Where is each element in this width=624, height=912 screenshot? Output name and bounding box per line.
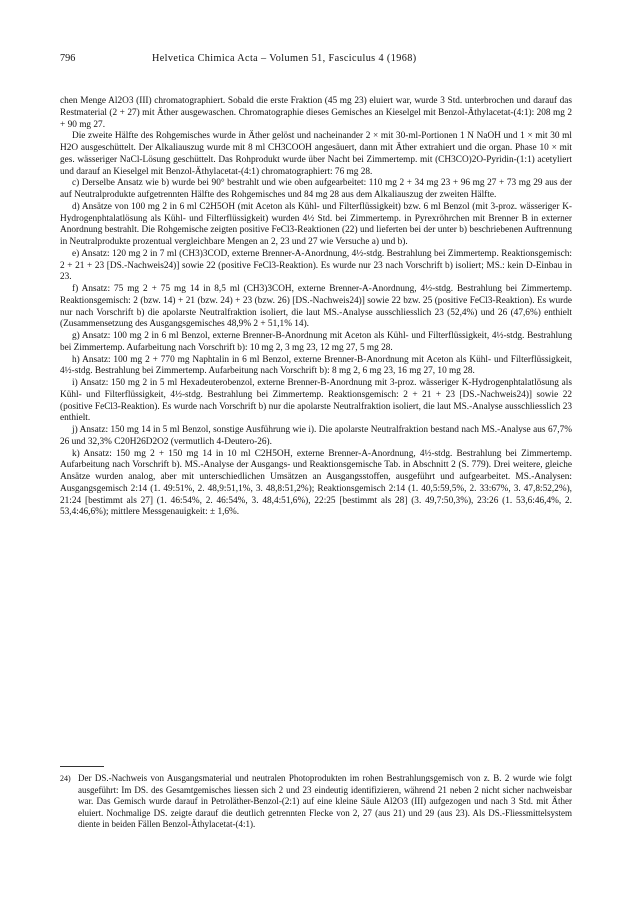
paragraph-f: f) Ansatz: 75 mg 2 + 75 mg 14 in 8,5 ml (CH3)3COH, externe Brenner-A-Anordnung, 4½-stdg. Bestrahlung bei Zimmertemp. Reaktionsgemisch: 2 (bzw. 14) + 21 (bzw. 24) + 23 (bzw. 26) [DS.-Nachweis24)] sowie 22 bzw. 25 (positive FeCl3-Reaktion). Es wurde nur nach Vorschrift b) die apolarste Neutralfraktion isoliert, die laut MS.-Analyse ausschliesslich 23 (52,4%) und 26 (47,6%) enthielt (Zusammensetzung des Ausgangsgemisches 48,9% 2 + 51,1% 14). <box>60 284 572 330</box>
journal-title: Helvetica Chimica Acta – Volumen 51, Fasciculus 4 (1968) <box>152 53 417 64</box>
page-number: 796 <box>60 53 76 64</box>
paragraph-second-half: Die zweite Hälfte des Rohgemisches wurde in Äther gelöst und nacheinander 2 × mit 30-ml-Portionen 1 N NaOH und 1 × mit 30 ml H2O ausgeschüttelt. Der Alkaliauszug wurde mit 8 ml CH3COOH angesäuert, dann mit Äther extrahiert und die organ. Phase 10 × mit ges. wässeriger NaCl-Lösung geschüttelt. Das Rohprodukt wurde über Nacht bei Zimmertemp. mit (CH3CO)2O-Pyridin-(1:1) acetyliert und darauf an Kieselgel mit Benzol-Äthylacetat-(4:1) chromatographiert: 76 mg 28. <box>60 131 572 177</box>
footnote-rule <box>60 766 104 767</box>
paragraph-j: j) Ansatz: 150 mg 14 in 5 ml Benzol, sonstige Ausführung wie i). Die apolarste Neutralfraktion bestand nach MS.-Analyse aus 67,7% 26 und 32,3% C20H26D2O2 (vermutlich 4-Deutero-26). <box>60 425 572 447</box>
footnote-mark: 24) <box>60 774 71 783</box>
paragraph-d: d) Ansätze von 100 mg 2 in 6 ml C2H5OH (mit Aceton als Kühl- und Filterflüssigkeit) bzw. 6 ml Benzol (mit 3-proz. wässeriger K-Hydrogenphtalatlösung als Kühl- und Filterflüssigkeit) wurden 4½ Std. bei Zimmertemp. in Pyrexröhrchen mit Brenner B in externer Anordnung bestrahlt. Die Rohgemische zeigten positive FeCl3-Reaktionen (22) und lieferten bei der unter b) beschriebenen Auftrennung in Neutralprodukte prozentual vergleichbare Mengen an 2, 23 und 27 wie Versuche a) und b). <box>60 201 572 247</box>
paragraph-k: k) Ansatz: 150 mg 2 + 150 mg 14 in 10 ml C2H5OH, externe Brenner-A-Anordnung, 4½-stdg. Bestrahlung bei Zimmertemp. Aufarbeitung nach Vorschrift b). MS.-Analyse der Ausgangs- und Reaktionsgemische Tab. in Abschnitt 2 (S. 779). Drei weitere, gleiche Ansätze wurden analog, aber mit unterschiedlichen Umsätzen an Ausgangsstoffen, ausgeführt und aufgearbeitet. MS.-Analysen: Ausgangsgemisch 2:14 (1. 49:51%, 2. 48,9:51,1%, 3. 48,8:51,2%); Reaktionsgemisch 2:14 (1. 40,5:59,5%, 2. 33:67%, 3. 47,8:52,2%), 21:24 [bestimmt als 27] (1. 46:54%, 2. 46:54%, 3. 48,4:51,6%), 22:25 [bestimmt als 28] (3. 49,7:50,3%), 23:26 (1. 53,6:46,4%, 2. 53,4:46,6%); mittlere Messgenauigkeit: ± 1,6%. <box>60 448 572 518</box>
paragraph-g: g) Ansatz: 100 mg 2 in 6 ml Benzol, externe Brenner-B-Anordnung mit Aceton als Kühl- und Filterflüssigkeit, 4½-stdg. Bestrahlung bei Zimmertemp. Aufarbeitung nach Vorschrift b): 10 mg 2, 3 mg 23, 12 mg 27, 5 mg 28. <box>60 331 572 353</box>
paragraph-i: i) Ansatz: 150 mg 2 in 5 ml Hexadeuterobenzol, externe Brenner-B-Anordnung mit 3-proz. wässeriger K-Hydrogenphtalatlösung als Kühl- und Filterflüssigkeit, 4½-stdg. Bestrahlung bei Zimmertemp. Reaktionsgemisch: 2 + 21 + 23 [DS.-Nachweis24)] sowie 22 (positive FeCl3-Reaktion). Es wurde nach Vorschrift b) nur die apolarste Neutralfraktion isoliert, die laut MS.-Analyse ausschliesslich 23 enthielt. <box>60 378 572 424</box>
paragraph-continuation: chen Menge Al2O3 (III) chromatographiert. Sobald die erste Fraktion (45 mg 23) eluiert war, wurde 3 Std. unterbrochen und darauf das Restmaterial (2 + 27) mit Äther ausgewaschen. Chromatographie dieses Gemisches an Kieselgel mit Benzol-Äthylacetat-(4:1): 208 mg 2 + 90 mg 27. <box>60 96 572 130</box>
footnote-24 <box>60 773 572 831</box>
body-text <box>60 96 572 519</box>
footnote-text: Der DS.-Nachweis von Ausgangsmaterial und neutralen Photoprodukten im rohen Bestrahlungsgemisch von z. B. 2 wurde wie folgt ausgeführt: Im DS. des Gesamtgemisches liessen sich 2 und 23 eindeutig identifizieren, während 21 neben 2 nicht sicher nachweisbar war. Das Gemisch wurde darauf in Petroläther-Benzol-(2:1) auf eine kleine Säule Al2O3 (III) aufgezogen und nach 3 Std. mit Äther eluiert. Nochmalige DS. zeigte darauf die deutlich getrennten Flecke von 2, 27 (aus 21) und 29 (aus 23). Als DS.-Fliessmittelsystem diente in beiden Fällen Benzol-Äthylacetat-(4:1). <box>78 773 572 829</box>
running-header <box>60 52 572 66</box>
paragraph-c: c) Derselbe Ansatz wie b) wurde bei 90° bestrahlt und wie oben aufgearbeitet: 110 mg 2 + 34 mg 23 + 96 mg 27 + 73 mg 29 aus der auf Neutralprodukte aufgetrennten Hälfte des Rohgemisches und 84 mg 28 aus dem Alkaliauszug der zweiten Hälfte. <box>60 178 572 200</box>
footnote <box>60 766 572 831</box>
paragraph-h: h) Ansatz: 100 mg 2 + 770 mg Naphtalin in 6 ml Benzol, externe Brenner-B-Anordnung mit Aceton als Kühl- und Filterflüssigkeit, 4½-stdg. Bestrahlung bei Zimmertemp. Aufarbeitung nach Vorschrift b): 8 mg 2, 6 mg 23, 16 mg 27, 10 mg 28. <box>60 354 572 377</box>
paragraph-e: e) Ansatz: 120 mg 2 in 7 ml (CH3)3COD, externe Brenner-A-Anordnung, 4½-stdg. Bestrahlung bei Zimmertemp. Reaktionsgemisch: 2 + 21 + 23 [DS.-Nachweis24)] sowie 22 (positive FeCl3-Reaktion). Es wurde nur 23 nach Vorschrift b) isoliert; MS.: kein D-Einbau in 23. <box>60 248 572 283</box>
